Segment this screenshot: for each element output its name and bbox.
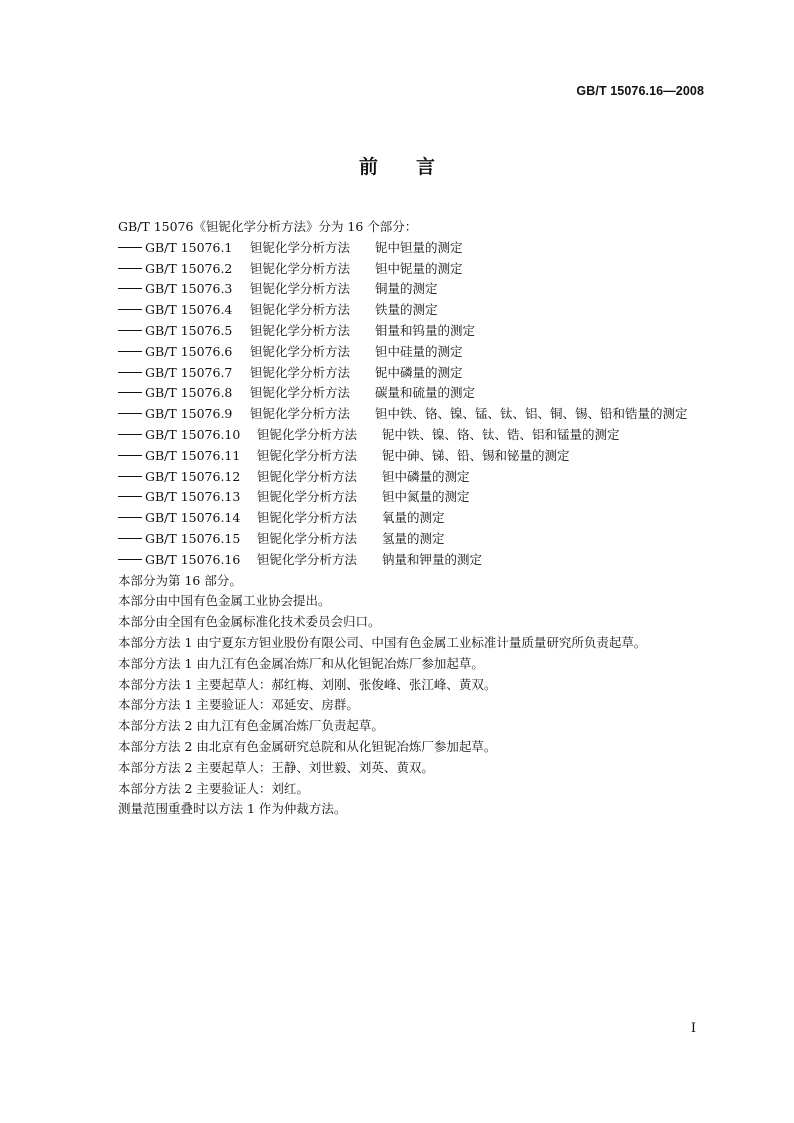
part-code: GB/T 15076.12 <box>145 468 241 484</box>
part-subject: 铌中铁、镍、铬、钛、锆、铝和锰量的测定 <box>382 426 620 442</box>
part-code: GB/T 15076.1 <box>145 239 233 255</box>
part-method: 钽铌化学分析方法 <box>257 447 358 463</box>
em-dash <box>118 455 142 456</box>
part-subject: 铌中钽量的测定 <box>375 239 463 255</box>
part-item <box>118 467 718 488</box>
part-subject: 钽中磷量的测定 <box>382 468 470 484</box>
part-code: GB/T 15076.15 <box>145 530 241 546</box>
part-method: 钽铌化学分析方法 <box>257 468 358 484</box>
part-code: GB/T 15076.3 <box>145 281 233 297</box>
em-dash <box>118 413 142 414</box>
em-dash <box>118 372 142 373</box>
foreword-body <box>118 217 718 820</box>
statement-line: 本部分方法 2 由九江有色金属冶炼厂负责起草。 <box>118 718 384 734</box>
part-method: 钽铌化学分析方法 <box>257 510 358 526</box>
em-dash <box>118 476 142 477</box>
part-code: GB/T 15076.6 <box>145 343 233 359</box>
part-method: 钽铌化学分析方法 <box>257 426 358 442</box>
part-item <box>118 238 718 259</box>
part-item <box>118 529 718 550</box>
part-item <box>118 425 718 446</box>
part-method: 钽铌化学分析方法 <box>250 239 351 255</box>
part-item <box>118 383 718 404</box>
part-method: 钽铌化学分析方法 <box>250 385 351 401</box>
part-code: GB/T 15076.5 <box>145 322 233 338</box>
part-method: 钽铌化学分析方法 <box>250 406 351 422</box>
statement-line: 本部分方法 2 主要验证人：刘红。 <box>118 780 309 796</box>
statement-line: 本部分由中国有色金属工业协会提出。 <box>118 593 331 609</box>
em-dash <box>118 247 142 248</box>
part-item <box>118 300 718 321</box>
part-method: 钽铌化学分析方法 <box>250 343 351 359</box>
part-subject: 铁量的测定 <box>375 302 438 318</box>
intro-line: GB/T 15076《钽铌化学分析方法》分为 16 个部分： <box>118 219 418 234</box>
part-subject: 钽中硅量的测定 <box>375 343 463 359</box>
statement-line: 本部分由全国有色金属标准化技术委员会归口。 <box>118 614 381 630</box>
part-item <box>118 508 718 529</box>
em-dash <box>118 538 142 539</box>
part-item <box>118 404 718 425</box>
part-method: 钽铌化学分析方法 <box>257 489 358 505</box>
statement-line: 测量范围重叠时以方法 1 作为仲裁方法。 <box>118 801 347 817</box>
part-item <box>118 321 718 342</box>
part-item <box>118 550 718 571</box>
standard-code: GB/T 15076.16—2008 <box>576 84 704 98</box>
part-subject: 氢量的测定 <box>382 530 445 546</box>
em-dash <box>118 351 142 352</box>
part-method: 钽铌化学分析方法 <box>257 530 358 546</box>
em-dash <box>118 330 142 331</box>
part-code: GB/T 15076.2 <box>145 260 233 276</box>
page-title: 前 言 <box>358 156 435 178</box>
part-code: GB/T 15076.14 <box>145 510 241 526</box>
part-item <box>118 446 718 467</box>
em-dash <box>118 559 142 560</box>
part-subject: 碳量和硫量的测定 <box>375 385 476 401</box>
part-code: GB/T 15076.16 <box>145 551 241 567</box>
part-subject: 钽中氮量的测定 <box>382 489 470 505</box>
part-subject: 钽中铌量的测定 <box>375 260 463 276</box>
part-item <box>118 487 718 508</box>
parts-list <box>118 238 718 571</box>
part-code: GB/T 15076.4 <box>145 302 233 318</box>
em-dash <box>118 496 142 497</box>
statement-line: 本部分方法 1 主要起草人：郝红梅、刘刚、张俊峰、张江峰、黄双。 <box>118 676 497 692</box>
part-subject: 铌中磷量的测定 <box>375 364 463 380</box>
statement-line: 本部分为第 16 部分。 <box>118 572 242 588</box>
statement-line: 本部分方法 2 主要起草人：王静、刘世毅、刘英、黄双。 <box>118 759 434 775</box>
part-method: 钽铌化学分析方法 <box>257 551 358 567</box>
part-subject: 氧量的测定 <box>382 510 445 526</box>
statement-line: 本部分方法 2 由北京有色金属研究总院和从化钽铌冶炼厂参加起草。 <box>118 738 497 754</box>
part-subject: 钽中铁、铬、镍、锰、钛、铝、铜、锡、铅和锆量的测定 <box>375 406 688 422</box>
part-subject: 钠量和钾量的测定 <box>382 551 483 567</box>
part-method: 钽铌化学分析方法 <box>250 281 351 297</box>
part-subject: 铜量的测定 <box>375 281 438 297</box>
statement-line: 本部分方法 1 主要验证人：邓延安、房群。 <box>118 697 359 713</box>
part-item <box>118 279 718 300</box>
part-code: GB/T 15076.9 <box>145 406 233 422</box>
statements-list <box>118 571 718 821</box>
part-code: GB/T 15076.10 <box>145 426 241 442</box>
em-dash <box>118 288 142 289</box>
part-item <box>118 259 718 280</box>
em-dash <box>118 309 142 310</box>
em-dash <box>118 268 142 269</box>
page-number: I <box>690 1021 696 1036</box>
em-dash <box>118 392 142 393</box>
part-code: GB/T 15076.7 <box>145 364 233 380</box>
part-method: 钽铌化学分析方法 <box>250 302 351 318</box>
part-code: GB/T 15076.11 <box>145 447 241 463</box>
em-dash <box>118 434 142 435</box>
part-code: GB/T 15076.8 <box>145 385 233 401</box>
part-item <box>118 342 718 363</box>
statement-line: 本部分方法 1 由宁夏东方钽业股份有限公司、中国有色金属工业标准计量质量研究所负责起草。 <box>118 634 647 650</box>
em-dash <box>118 517 142 518</box>
part-item <box>118 363 718 384</box>
part-method: 钽铌化学分析方法 <box>250 260 351 276</box>
part-code: GB/T 15076.13 <box>145 489 241 505</box>
part-subject: 铌中砷、锑、铅、锡和铋量的测定 <box>382 447 570 463</box>
part-method: 钽铌化学分析方法 <box>250 322 351 338</box>
statement-line: 本部分方法 1 由九江有色金属冶炼厂和从化钽铌冶炼厂参加起草。 <box>118 655 484 671</box>
part-method: 钽铌化学分析方法 <box>250 364 351 380</box>
part-subject: 钼量和钨量的测定 <box>375 322 476 338</box>
